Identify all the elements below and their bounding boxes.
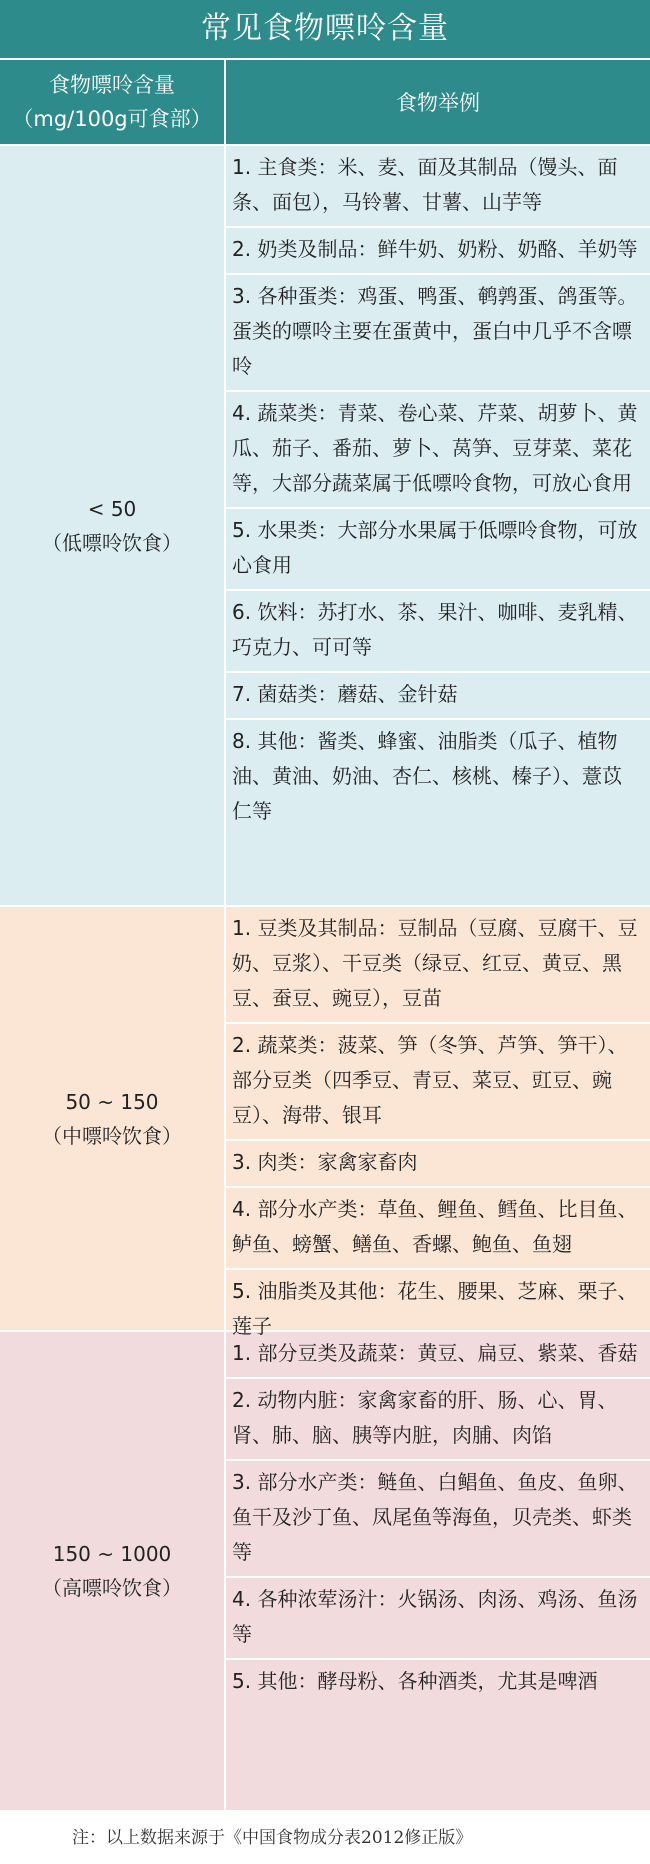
food-item: 3. 各种蛋类：鸡蛋、鸭蛋、鹌鹑蛋、鸽蛋等。蛋类的嘌呤主要在蛋黄中，蛋白中几乎不含嘌呤 <box>226 275 650 392</box>
food-item: 5. 其他：酵母粉、各种酒类，尤其是啤酒 <box>232 1669 598 1693</box>
header-purine-unit: （mg/100g可食部） <box>12 107 212 131</box>
group-range-cell <box>0 907 226 1330</box>
food-item: 5. 油脂类及其他：花生、腰果、芝麻、栗子、莲子 <box>232 1279 638 1338</box>
food-item: 5. 水果类：大部分水果属于低嘌呤食物，可放心食用 <box>226 509 650 591</box>
food-item: 3. 部分水产类：鲢鱼、白鲳鱼、鱼皮、鱼卵、鱼干及沙丁鱼、凤尾鱼等海鱼，贝壳类、虾类等 <box>226 1461 650 1578</box>
group-medium-purine <box>0 907 650 1338</box>
food-item: 1. 豆类及其制品：豆制品（豆腐、豆腐干、豆奶、豆浆）、干豆类（绿豆、红豆、黄豆、黑豆、蚕豆、豌豆），豆苗 <box>226 907 650 1024</box>
food-item: 2. 动物内脏：家禽家畜的肝、肠、心、胃、肾、肺、脑、胰等内脏，肉脯、肉馅 <box>226 1379 650 1461</box>
food-item: 4. 蔬菜类：青菜、卷心菜、芹菜、胡萝卜、黄瓜、茄子、番茄、萝卜、莴笋、豆芽菜、菜花等，大部分蔬菜属于低嘌呤食物，可放心食用 <box>226 392 650 509</box>
food-item: 7. 菌菇类：蘑菇、金针菇 <box>226 673 650 720</box>
group-items <box>226 146 650 905</box>
food-item: 4. 部分水产类：草鱼、鲤鱼、鳕鱼、比目鱼、鲈鱼、螃蟹、鳝鱼、香螺、鲍鱼、鱼翅 <box>226 1188 650 1270</box>
header-purine-label: 食物嘌呤含量 <box>49 73 175 97</box>
group-label: （高嘌呤饮食） <box>42 1576 182 1600</box>
group-items <box>226 907 650 1338</box>
group-items <box>226 1332 650 1810</box>
group-label: （低嘌呤饮食） <box>42 530 182 555</box>
food-item: 4. 各种浓荤汤汁：火锅汤、肉汤、鸡汤、鱼汤等 <box>226 1578 650 1660</box>
header-purine-content <box>0 60 226 144</box>
food-item: 3. 肉类：家禽家畜肉 <box>226 1141 650 1188</box>
group-label: （中嘌呤饮食） <box>42 1123 182 1148</box>
food-item: 1. 部分豆类及蔬菜：黄豆、扁豆、紫菜、香菇 <box>226 1332 650 1379</box>
food-item: 2. 蔬菜类：菠菜、笋（冬笋、芦笋、笋干）、部分豆类（四季豆、青豆、菜豆、豇豆、豌豆）、海带、银耳 <box>226 1024 650 1141</box>
group-low-purine <box>0 146 650 907</box>
group-range-cell <box>0 146 226 905</box>
group-range: 150 ~ 1000 <box>52 1542 172 1566</box>
food-item: 6. 饮料：苏打水、茶、果汁、咖啡、麦乳精、巧克力、可可等 <box>226 591 650 673</box>
group-range: < 50 <box>87 496 137 521</box>
food-item: 2. 奶类及制品：鲜牛奶、奶粉、奶酪、羊奶等 <box>226 228 650 275</box>
food-item: 8. 其他：酱类、蜂蜜、油脂类（瓜子、植物油、黄油、奶油、杏仁、核桃、榛子）、薏苡仁等 <box>232 729 622 823</box>
header-food-examples: 食物举例 <box>396 91 480 115</box>
source-footnote: 注：以上数据来源于《中国食物成分表2012修正版》 <box>72 1828 473 1848</box>
table-header <box>0 60 650 146</box>
page-title: 常见食物嘌呤含量 <box>0 0 650 60</box>
food-item: 1. 主食类：米、麦、面及其制品（馒头、面条、面包），马铃薯、甘薯、山芋等 <box>226 146 650 228</box>
group-range: 50 ~ 150 <box>65 1089 159 1114</box>
group-high-purine <box>0 1332 650 1812</box>
group-range-cell <box>0 1332 226 1810</box>
